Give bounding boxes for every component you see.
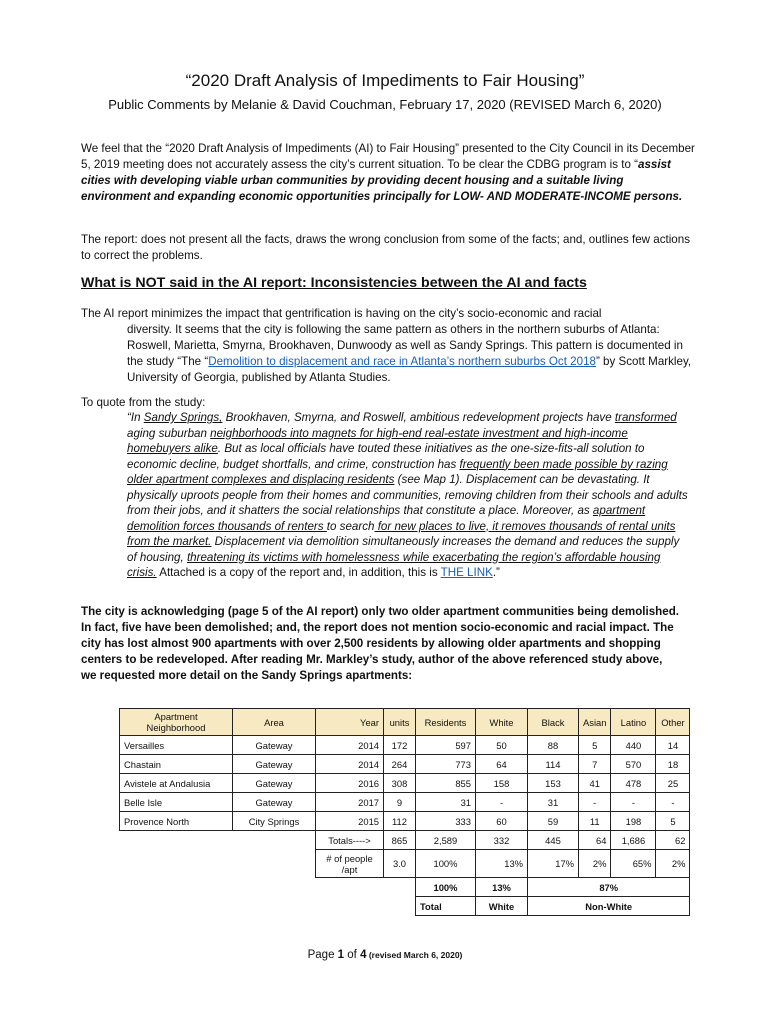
- study-link[interactable]: Demolition to displacement and race in Atlanta’s northern suburbs Oct 2018: [208, 355, 596, 368]
- table-row: [120, 812, 690, 831]
- table-cell: Chastain: [120, 755, 233, 774]
- totals-label: Totals---->: [316, 831, 384, 850]
- header-area: Area: [233, 709, 316, 736]
- table-cell: 855: [416, 774, 476, 793]
- summary-white-pct: 13%: [476, 878, 528, 897]
- report-summary-paragraph: The report: does not present all the facts, draws the wrong conclusion from some of the facts; and, outlines few actions to correct the problems.: [81, 233, 690, 262]
- table-cell: 2016: [316, 774, 384, 793]
- table-row: [120, 755, 690, 774]
- document-title: “2020 Draft Analysis of Impediments to Fair Housing”: [185, 71, 585, 90]
- table-cell: 332: [476, 831, 528, 850]
- table-cell: 570: [611, 755, 656, 774]
- table-cell: 50: [476, 736, 528, 755]
- header-asian: Asian: [579, 709, 611, 736]
- per-apt-row: [120, 850, 690, 878]
- table-cell: 31: [416, 793, 476, 812]
- header-latino: Latino: [611, 709, 656, 736]
- table-row: [120, 793, 690, 812]
- table-cell: 18: [656, 755, 690, 774]
- header-other: Other: [656, 709, 690, 736]
- table-cell: 2%: [579, 850, 611, 878]
- table-cell: 333: [416, 812, 476, 831]
- table-cell: 114: [528, 755, 579, 774]
- document-subtitle: Public Comments by Melanie & David Couchman, February 17, 2020 (REVISED March 6, 2020): [108, 97, 662, 112]
- table-cell: 7: [579, 755, 611, 774]
- apartment-table: [119, 708, 690, 916]
- table-cell: 9: [384, 793, 416, 812]
- table-cell: 172: [384, 736, 416, 755]
- table-cell: 478: [611, 774, 656, 793]
- quote-intro: To quote from the study:: [81, 396, 206, 409]
- table-cell: 14: [656, 736, 690, 755]
- table-cell: 13%: [476, 850, 528, 878]
- header-units: units: [384, 709, 416, 736]
- table-cell: 2,589: [416, 831, 476, 850]
- header-black: Black: [528, 709, 579, 736]
- table-cell: 59: [528, 812, 579, 831]
- header-white: White: [476, 709, 528, 736]
- header-neighborhood: Apartment Neighborhood: [120, 709, 233, 736]
- table-row: [120, 736, 690, 755]
- table-cell: 11: [579, 812, 611, 831]
- table-cell: Gateway: [233, 755, 316, 774]
- table-cell: 264: [384, 755, 416, 774]
- table-cell: 112: [384, 812, 416, 831]
- table-cell: Versailles: [120, 736, 233, 755]
- table-cell: 5: [656, 812, 690, 831]
- table-cell: 2014: [316, 755, 384, 774]
- table-cell: -: [611, 793, 656, 812]
- table-cell: 865: [384, 831, 416, 850]
- table-cell: 773: [416, 755, 476, 774]
- table-cell: 1,686: [611, 831, 656, 850]
- the-link[interactable]: THE LINK: [440, 566, 493, 579]
- page-footer: Page 1 of 4 (revised March 6, 2020): [307, 949, 463, 961]
- summary-label-row: [120, 897, 690, 916]
- table-cell: 2015: [316, 812, 384, 831]
- gentrification-paragraph: The AI report minimizes the impact that gentrification is having on the city’s socio-economic and racial diversity. It seems that the city is following the same pattern as others in the northern suburbs of Atlanta: Roswell, Marietta, Smyrna, Brookhaven, Dunwoody as well as Sandy Springs. This pattern is documented in the study “The “Demolition to displacement and race in Atlanta’s northern suburbs Oct 2018” by Scott Markley, University of Georgia, published by Atlanta Studies.: [81, 307, 692, 384]
- table-cell: 5: [579, 736, 611, 755]
- table-cell: 100%: [416, 850, 476, 878]
- summary-nonwhite-label: Non-White: [528, 897, 690, 916]
- summary-white-label: White: [476, 897, 528, 916]
- table-cell: 41: [579, 774, 611, 793]
- demolition-paragraph: The city is acknowledging (page 5 of the AI report) only two older apartment communities being demolished. In fact, five have been demolished; and, the report does not mention socio-economic and racial impact. The city has lost almost 900 apartments with over 2,500 residents by allowing older apartments and shopping centers to be redeveloped. After reading Mr. Markley’s study, author of the above referenced study above, we requested more detail on the Sandy Springs apartments:: [81, 605, 680, 682]
- table-cell: 62: [656, 831, 690, 850]
- header-residents: Residents: [416, 709, 476, 736]
- table-cell: Belle Isle: [120, 793, 233, 812]
- table-cell: Gateway: [233, 736, 316, 755]
- table-cell: 25: [656, 774, 690, 793]
- table-cell: Gateway: [233, 793, 316, 812]
- table-cell: 64: [579, 831, 611, 850]
- table-cell: 31: [528, 793, 579, 812]
- intro-paragraph: We feel that the “2020 Draft Analysis of Impediments (AI) to Fair Housing” presented to the City Council in its December 5, 2019 meeting does not accurately assess the city’s current situation. To be clear the CDBG program is to “assist cities with developing viable urban communities by providing decent housing and a suitable living environment and expanding economic opportunities principally for LOW- AND MODERATE-INCOME persons.: [81, 142, 695, 203]
- table-cell: 17%: [528, 850, 579, 878]
- summary-total-label: Total: [416, 897, 476, 916]
- table-cell: Avistele at Andalusia: [120, 774, 233, 793]
- table-cell: 440: [611, 736, 656, 755]
- table-header-row: [120, 709, 690, 736]
- table-cell: 3.0: [384, 850, 416, 878]
- study-quote: “In Sandy Springs, Brookhaven, Smyrna, and Roswell, ambitious redevelopment projects have transformed aging suburban neighborhoods into magnets for high-end real-estate investment and high-income homebuyers alike. But as local officials have touted these initiatives as the one-size-fits-all solution to economic decline, budget shortfalls, and crime, construction has frequently been made possible by razing older apartment complexes and displacing residents (see Map 1). Displacement can be devastating. It physically uproots people from their homes and communities, removing children from their schools and adults from their jobs, and it shatters the social relationships that constitute a place. Moreover, as apartment demolition forces thousands of renters to search for new places to live, it removes thousands of rental units from the market. Displacement via demolition simultaneously increases the demand and reduces the supply of housing, threatening its victims with homelessness while exacerbating the region’s affordable housing crisis. Attached is a copy of the report and, in addition, this is THE LINK.”: [127, 411, 688, 579]
- table-cell: 308: [384, 774, 416, 793]
- table-cell: 88: [528, 736, 579, 755]
- table-cell: 60: [476, 812, 528, 831]
- table-cell: -: [579, 793, 611, 812]
- totals-row: [120, 831, 690, 850]
- summary-pct-row: [120, 878, 690, 897]
- table-cell: 65%: [611, 850, 656, 878]
- table-cell: 158: [476, 774, 528, 793]
- table-cell: 64: [476, 755, 528, 774]
- header-year: Year: [316, 709, 384, 736]
- summary-nonwhite-pct: 87%: [528, 878, 690, 897]
- table-cell: 153: [528, 774, 579, 793]
- table-cell: 198: [611, 812, 656, 831]
- summary-total-pct: 100%: [416, 878, 476, 897]
- per-apt-label: # of people /apt: [316, 850, 384, 878]
- table-row: [120, 774, 690, 793]
- table-cell: Gateway: [233, 774, 316, 793]
- table-cell: City Springs: [233, 812, 316, 831]
- table-cell: 2014: [316, 736, 384, 755]
- table-cell: 445: [528, 831, 579, 850]
- table-cell: 597: [416, 736, 476, 755]
- table-cell: -: [476, 793, 528, 812]
- table-cell: -: [656, 793, 690, 812]
- table-cell: 2%: [656, 850, 690, 878]
- table-cell: Provence North: [120, 812, 233, 831]
- table-cell: 2017: [316, 793, 384, 812]
- section-heading: What is NOT said in the AI report: Inconsistencies between the AI and facts: [81, 275, 587, 291]
